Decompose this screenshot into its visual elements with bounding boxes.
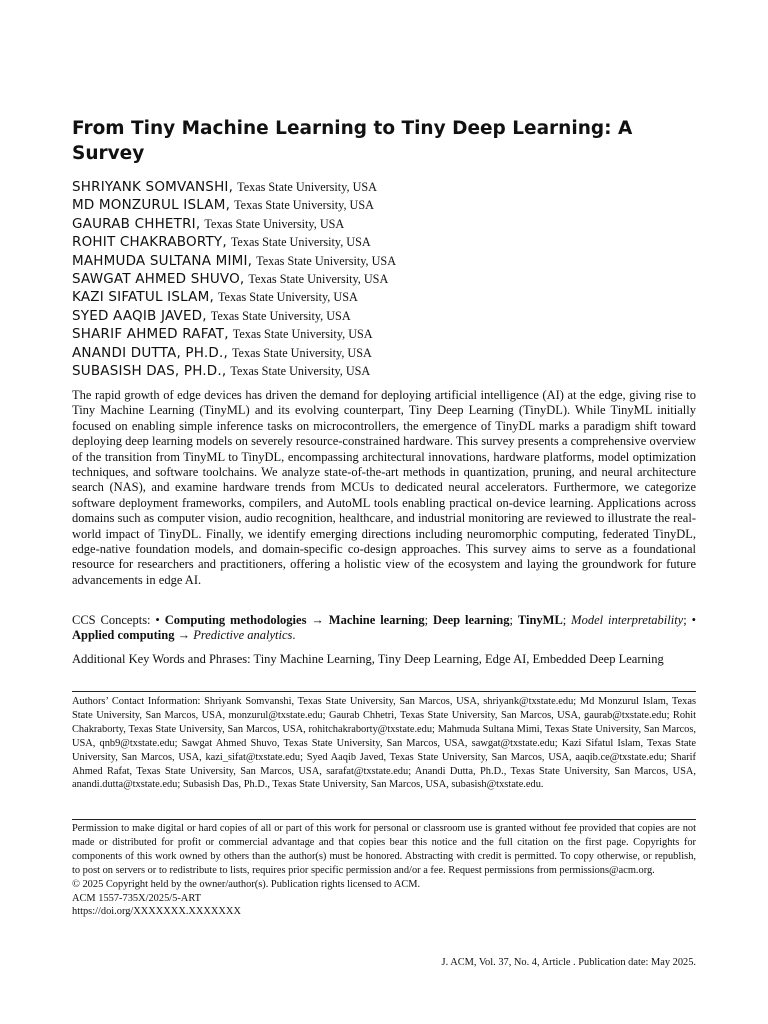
keywords-label: Additional Key Words and Phrases: [72, 652, 251, 666]
ccs-separator: → [174, 628, 194, 643]
author-name: KAZI SIFATUL ISLAM, [72, 289, 214, 306]
ccs-term: TinyML [517, 613, 563, 627]
author-entry [72, 233, 696, 251]
author-affiliation: Texas State University, USA [217, 290, 358, 305]
author-name: MAHMUDA SULTANA MIMI, [72, 252, 253, 269]
ccs-concepts [72, 613, 696, 644]
author-entry [72, 215, 696, 233]
ccs-separator: ; [509, 613, 518, 627]
author-entry [72, 344, 696, 362]
ccs-term: Machine learning [328, 613, 425, 627]
divider [72, 691, 696, 692]
author-entry [72, 178, 696, 196]
keywords [72, 652, 696, 667]
ccs-separator: ; • [683, 613, 696, 627]
author-name: ROHIT CHAKRABORTY, [72, 234, 227, 251]
author-affiliation: Texas State University, USA [237, 180, 377, 194]
page-footer: J. ACM, Vol. 37, No. 4, Article . Publication date: May 2025. [441, 957, 696, 968]
author-affiliation: Texas State University, USA [204, 216, 345, 231]
author-name: SHARIF AHMED RAFAT, [72, 326, 229, 343]
ccs-term: Model interpretability [571, 613, 684, 627]
author-entry [72, 270, 696, 288]
author-affiliation: Texas State University, USA [210, 308, 351, 323]
author-affiliation: Texas State University, USA [248, 271, 389, 286]
author-entry [72, 252, 696, 270]
author-name: SYED AAQIB JAVED, [72, 307, 207, 324]
author-contact-info: Authors’ Contact Information: Shriyank Somvanshi, Texas State University, San Marcos, USA, shriyank@txstate.edu; Md Monzurul Islam, Texas State University, San Marcos, USA, monzurul@txstate.edu; Gaurab Chhetri, Texas State University, San Marcos, USA, gaurab@txstate.edu; Rohit Chakraborty, Texas State University, San Marcos, USA, rohitchakraborty@txstate.edu; Mahmuda Sultana Mimi, Texas State University, San Marcos, USA, qnb9@txstate.edu; Sawgat Ahmed Shuvo, Texas State University, San Marcos, USA, sawgat@txstate.edu; Kazi Sifatul Islam, Texas State University, San Marcos, USA, kazi_sifat@txstate.edu; Syed Aaqib Javed, Texas State University, San Marcos, USA, aaqib.ce@txstate.edu; Sharif Ahmed Rafat, Texas State University, San Marcos, USA, sarafat@txstate.edu; Anandi Dutta, Ph.D., Texas State University, San Marcos, USA, anandi.dutta@txstate.edu; Subasish Das, Ph.D., Texas State University, San Marcos, USA, subasish@txstate.edu. [72, 696, 696, 791]
author-affiliation: Texas State University, USA [231, 345, 372, 360]
ccs-separator: ; [562, 613, 572, 627]
author-name: SAWGAT AHMED SHUVO, [72, 270, 245, 287]
abstract: The rapid growth of edge devices has driven the demand for deploying artificial intelligence (AI) at the edge, giving rise to Tiny Machine Learning (TinyML) and its evolving counterpart, Tiny Deep Learning (TinyDL). While TinyML initially focused on enabling simple inference tasks on microcontrollers, the emergence of TinyDL marks a paradigm shift toward deploying deep learning models on severely resource-constrained hardware. This survey presents a comprehensive overview of the transition from TinyML to TinyDL, encompassing architectural innovations, hardware platforms, model optimization techniques, and software toolchains. We analyze state-of-the-art methods in quantization, pruning, and neural architecture search (NAS), and examine hardware trends from MCUs to dedicated neural accelerators. Furthermore, we categorize software deployment frameworks, compilers, and AutoML tools enabling practical on-device learning. Applications across domains such as computer vision, audio recognition, healthcare, and industrial monitoring are reviewed to illustrate the real-world impact of TinyDL. Finally, we identify emerging directions including neuromorphic computing, federated TinyDL, edge-native foundation models, and domain-specific co-design approaches. This survey aims to serve as a foundational resource for researchers and practitioners, offering a holistic view of the ecosystem and laying the groundwork for future advancements in edge AI. [72, 388, 696, 587]
author-name: ANANDI DUTTA, PH.D., [72, 344, 228, 361]
author-affiliation: Texas State University, USA [232, 327, 373, 342]
author-affiliation: Texas State University, USA [234, 198, 374, 213]
ccs-separator: → [306, 613, 329, 627]
issn-line: ACM 1557-735X/2025/5-ART [72, 892, 201, 904]
author-entry [72, 307, 696, 325]
doi-link[interactable]: https://doi.org/XXXXXXX.XXXXXXX [72, 906, 241, 918]
ccs-separator: ; [424, 613, 434, 627]
ccs-term: Computing methodologies [164, 613, 307, 627]
ccs-label: CCS Concepts: • [72, 613, 160, 627]
paper-title: From Tiny Machine Learning to Tiny Deep Learning: A Survey [72, 118, 633, 164]
permission-notice [72, 822, 696, 919]
author-entry [72, 288, 696, 306]
author-name: SHRIYANK SOMVANSHI, [72, 179, 234, 195]
ccs-separator: . [292, 628, 296, 643]
author-list [72, 178, 696, 380]
ccs-term: Deep learning [433, 613, 510, 627]
author-entry [72, 196, 696, 214]
keywords-text: Tiny Machine Learning, Tiny Deep Learning, Edge AI, Embedded Deep Learning [253, 652, 664, 666]
permission-text: Permission to make digital or hard copies of all or part of this work for personal or classroom use is granted without fee provided that copies are not made or distributed for profit or commercial advantage and that copies bear this notice and the full citation on the first page. Copyrights for components of this work owned by others than the author(s) must be honored. Abstracting with credit is permitted. To copy otherwise, or republish, to post on servers or to redistribute to lists, requires prior specific permission and/or a fee. Request permissions from permissions@acm.org. [72, 823, 696, 876]
author-entry [72, 362, 696, 380]
author-name: GAURAB CHHETRI, [72, 215, 201, 232]
author-affiliation: Texas State University, USA [230, 363, 371, 378]
author-name: SUBASISH DAS, PH.D., [72, 362, 227, 379]
ccs-term: Applied computing [72, 628, 175, 643]
author-affiliation: Texas State University, USA [256, 253, 397, 268]
divider [72, 819, 696, 820]
copyright-line: © 2025 Copyright held by the owner/author(s). Publication rights licensed to ACM. [72, 878, 421, 890]
author-entry [72, 325, 696, 343]
author-affiliation: Texas State University, USA [230, 235, 371, 250]
ccs-term: Predictive analytics [193, 628, 293, 643]
author-name: MD MONZURUL ISLAM, [72, 197, 231, 214]
